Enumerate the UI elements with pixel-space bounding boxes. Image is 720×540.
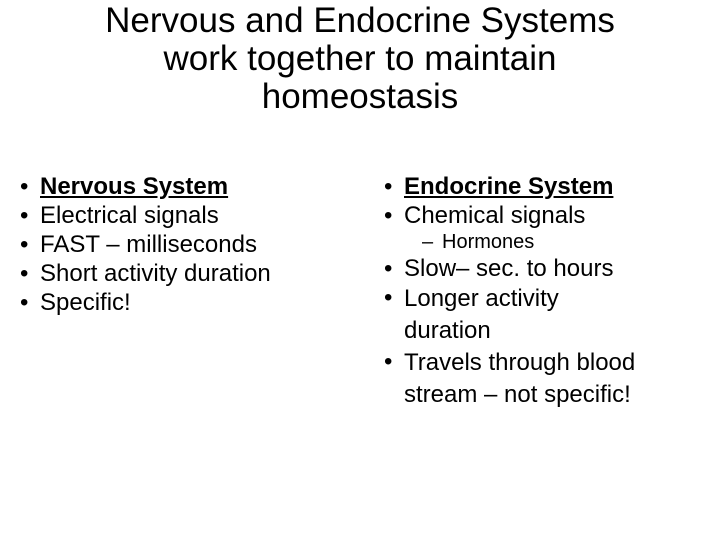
slide-title [40, 2, 680, 116]
bullet-icon: • [20, 231, 29, 258]
dash-icon: – [422, 231, 434, 253]
list-item [20, 288, 340, 317]
sub-list-item [384, 230, 710, 254]
list-item-text-line: duration [404, 317, 491, 344]
bullet-icon: • [384, 284, 393, 311]
list-item [20, 230, 340, 259]
bullet-icon: • [384, 255, 393, 282]
nervous-system-heading: Nervous System [40, 173, 229, 200]
bullet-icon: • [20, 173, 29, 200]
title-line-1: Nervous and Endocrine Systems [105, 1, 615, 40]
sub-list-item-text: Hormones [442, 231, 535, 253]
list-item-text-line: Travels through blood [404, 349, 636, 376]
list-item-text: Electrical signals [40, 202, 219, 229]
nervous-system-heading-item [20, 172, 340, 201]
list-item-text: Short activity duration [40, 260, 271, 287]
bullet-icon: • [20, 289, 29, 316]
nervous-system-column [20, 172, 340, 317]
bullet-icon: • [20, 260, 29, 287]
list-item-text: Specific! [40, 289, 131, 316]
list-item [20, 201, 340, 230]
list-item [384, 201, 710, 230]
title-line-3: homeostasis [261, 77, 459, 116]
list-item [384, 254, 710, 283]
list-item-text-line: stream – not specific! [404, 381, 631, 408]
bullet-icon: • [384, 173, 393, 200]
list-item-text: Slow– sec. to hours [404, 255, 614, 282]
list-item [384, 283, 710, 347]
endocrine-system-column [384, 172, 710, 411]
endocrine-system-heading: Endocrine System [404, 173, 614, 200]
list-item [384, 347, 710, 411]
list-item-text-line: Longer activity [404, 285, 559, 312]
list-item-text: FAST – milliseconds [40, 231, 257, 258]
title-line-2: work together to maintain [163, 39, 557, 78]
bullet-icon: • [20, 202, 29, 229]
list-item [20, 259, 340, 288]
list-item-text: Chemical signals [404, 202, 586, 229]
endocrine-system-heading-item [384, 172, 710, 201]
bullet-icon: • [384, 348, 393, 375]
bullet-icon: • [384, 202, 393, 229]
